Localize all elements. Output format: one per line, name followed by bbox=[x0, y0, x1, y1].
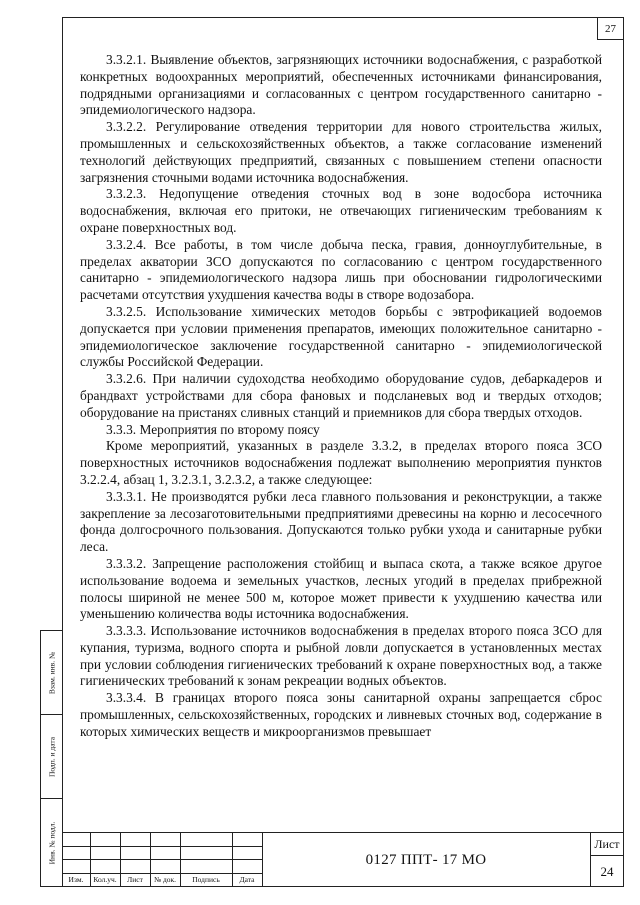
sheet-number: 24 bbox=[600, 864, 614, 879]
stamp-col-sheet: Лист bbox=[127, 875, 143, 884]
document-body bbox=[80, 52, 602, 741]
stamp-col-change: Изм. bbox=[68, 875, 84, 884]
paragraph: 3.3.3.2. Запрещение расположения стойбищ и выпаса скота, а также всякое другое использование водоема и земельных участков, лесных угодий в пределах прибрежной полосы шириной не менее 500 м, которое может привести к ухудшению качества или уменьшению количества воды источника водоснабжения. bbox=[80, 555, 602, 622]
stamp-col-doc: № док. bbox=[153, 875, 177, 884]
paragraph: 3.3.2.1. Выявление объектов, загрязняющих источники водоснабжения, с разработкой конкретных водоохранных мероприятий, обеспеченных источниками финансирования, подрядными организациями и согласованных с центром государственного санитарно - эпидемиологического надзора. bbox=[80, 52, 602, 118]
stamp-col-signature: Подпись bbox=[192, 875, 220, 884]
paragraph: 3.3.2.6. При наличии судоходства необходимо оборудование судов, дебаркадеров и брандвахт устройствами для сбора фановых и подсланевых вод и твердых отходов; оборудование на пристанях сливных станций и приемников для сбора твердых отходов. bbox=[80, 371, 602, 420]
paragraph: 3.3.3.3. Использование источников водоснабжения в пределах второго пояса ЗСО для купания, туризма, водного спорта и рыбной ловли допускается в установленных местах при условии соблюдения гигиенических требований к охране поверхностных вод, а также гигиенических требований к зонам рекреации водных объектов. bbox=[80, 623, 602, 689]
sidebar-label-sign-date: Подп. и дата bbox=[47, 736, 56, 777]
approval-sidebar bbox=[40, 630, 62, 887]
title-block bbox=[62, 832, 624, 887]
sidebar-cell bbox=[41, 715, 62, 799]
stamp-row-line bbox=[62, 859, 262, 860]
paragraph: 3.3.2.4. Все работы, в том числе добыча песка, гравия, донноуглубительные, в пределах акватории ЗСО допускаются по согласованию с центром государственного санитарно - эпидемиологического надзора лишь при обосновании гидрологическими расчетами отсутствия ухудшения качества воды в створе водозабора. bbox=[80, 236, 602, 303]
sidebar-cell bbox=[41, 799, 62, 887]
page-number: 27 bbox=[597, 18, 623, 40]
paragraph: 3.3.2.2. Регулирование отведения территории для нового строительства жилых, промышленных и сельскохозяйственных объектов, а также согласование изменений технологий действующих предприятий, связанных с повышением степени опасности загрязнения сточными водами источника водоснабжения. bbox=[80, 119, 602, 185]
paragraph: 3.3.3.1. Не производятся рубки леса главного пользования и реконструкции, а также закрепление за лесозаготовительными предприятиями древесины на корню и лесосечного фонда долгосрочного пользования. Допускаются только рубки ухода и санитарные рубки леса. bbox=[80, 488, 602, 555]
sidebar-cell bbox=[41, 631, 62, 715]
sidebar-label-replace-inv: Взам. инв. № bbox=[47, 651, 56, 694]
stamp-col-date: Дата bbox=[239, 875, 255, 884]
stamp-col-count: Кол.уч. bbox=[93, 875, 117, 884]
document-code: 0127 ППТ- 17 МО bbox=[365, 852, 487, 868]
sheet-label: Лист bbox=[594, 837, 620, 851]
sidebar-label-inv-original: Инв. № подл. bbox=[47, 821, 56, 865]
paragraph: Кроме мероприятий, указанных в разделе 3.3.2, в пределах второго пояса ЗСО поверхностных источников водоснабжения подлежат выполнению мероприятия пунктов 3.2.2.4, абзац 1, 3.2.3.1, 3.2.3.2, а также следующее: bbox=[80, 438, 602, 487]
paragraph: 3.3.3.4. В границах второго пояса зоны санитарной охраны запрещается сброс промышленных, сельскохозяйственных, городских и ливневых сточных вод, содержание в которых химических веществ и микроорганизмов превышает bbox=[80, 690, 602, 739]
stamp-row-line bbox=[62, 846, 262, 847]
section-heading: 3.3.3. Мероприятия по второму поясу bbox=[106, 421, 320, 437]
paragraph: 3.3.2.3. Недопущение отведения сточных вод в зоне водосбора источника водоснабжения, включая его притоки, не отвечающих гигиеническим требованиям к охране поверхностных вод. bbox=[80, 186, 602, 235]
stamp-row-line bbox=[590, 855, 624, 856]
paragraph: 3.3.2.5. Использование химических методов борьбы с эвтрофикацией водоемов допускается при условии применения препаратов, имеющих положительное санитарно - эпидемиологическое заключение государственной санитарно - эпидемиологической службы Российской Федерации. bbox=[80, 303, 602, 370]
